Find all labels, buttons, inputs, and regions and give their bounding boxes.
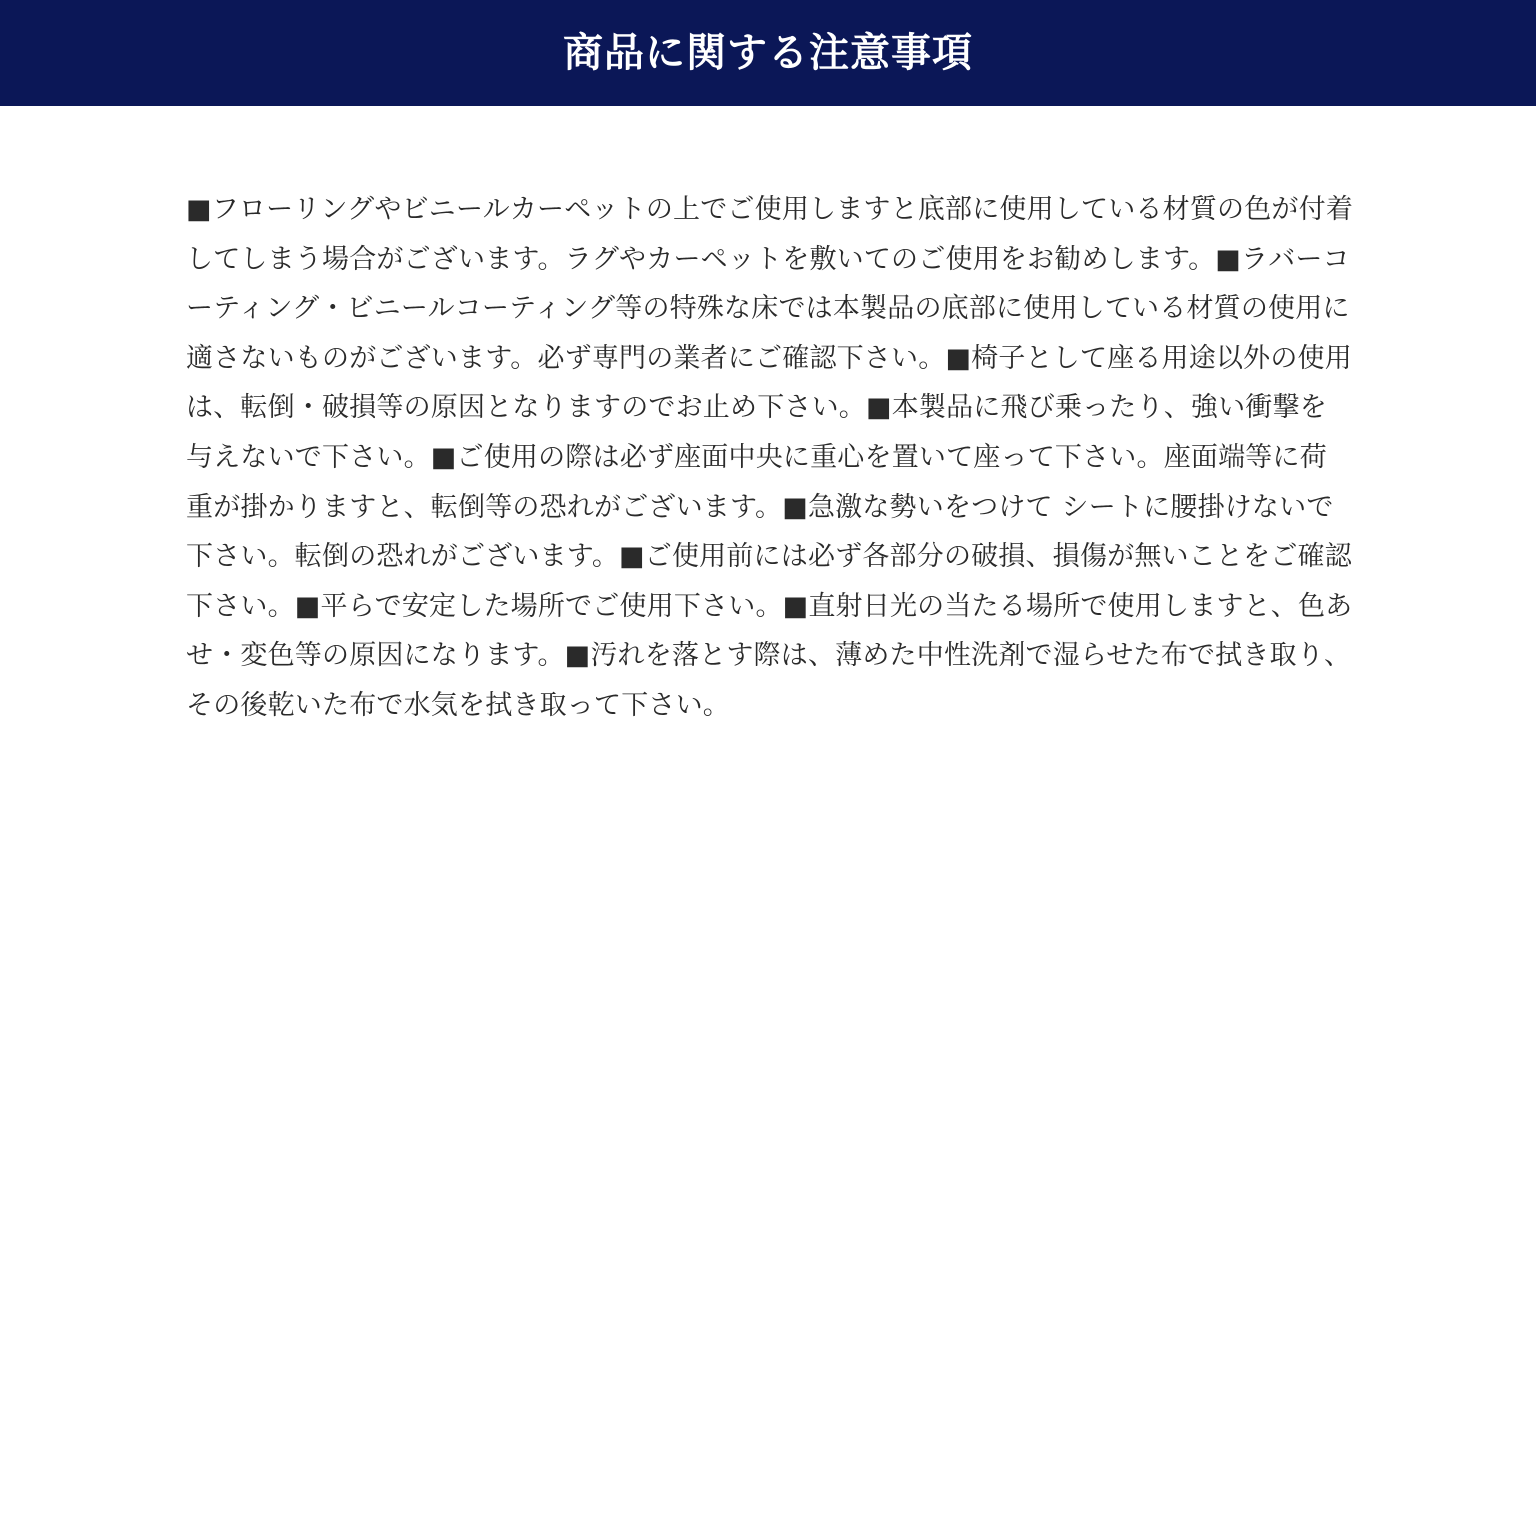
notice-section xyxy=(186,185,1354,731)
page-title: 商品に関する注意事項 xyxy=(563,30,973,76)
header-bar xyxy=(0,0,1536,106)
notice-paragraph: ■フローリングやビニールカーペットの上でご使用しますと底部に使用している材質の色が付着してしまう場合がございます。ラグやカーペットを敷いてのご使用をお勧めします。■ラバーコーティング・ビニールコーティング等の特殊な床では本製品の底部に使用している材質の使用に適さないものがございます。必ず専門の業者にご確認下さい。■椅子として座る用途以外の使用は、転倒・破損等の原因となりますのでお止め下さい。■本製品に飛び乗ったり、強い衝撃を与えないで下さい。■ご使用の際は必ず座面中央に重心を置いて座って下さい。座面端等に荷重が掛かりますと、転倒等の恐れがございます。■急激な勢いをつけて シートに腰掛けないで下さい。転倒の恐れがございます。■ご使用前には必ず各部分の破損、損傷が無いことをご確認下さい。■平らで安定した場所でご使用下さい。■直射日光の当たる場所で使用しますと、色あせ・変色等の原因になります。■汚れを落とす際は、薄めた中性洗剤で湿らせた布で拭き取り、その後乾いた布で水気を拭き取って下さい。 xyxy=(186,194,1354,721)
